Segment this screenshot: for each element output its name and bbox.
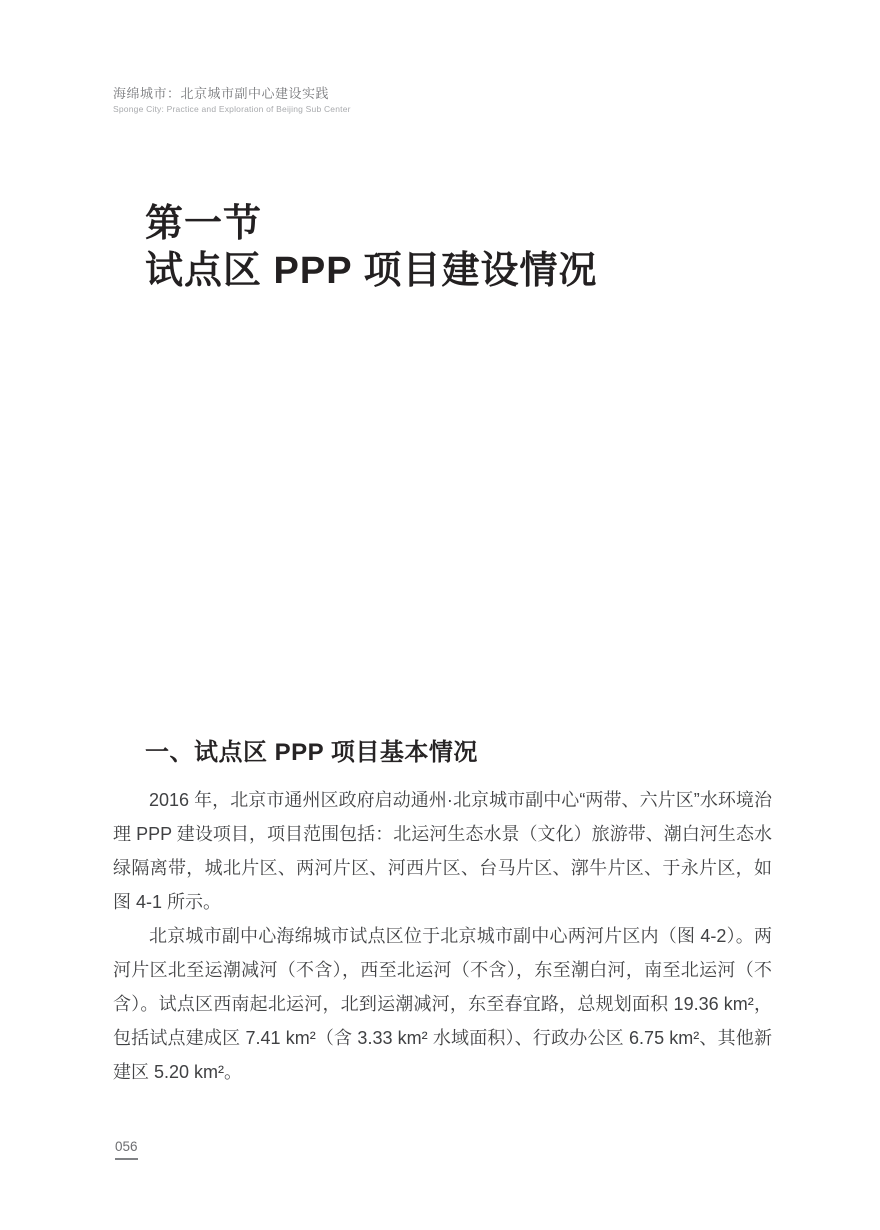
book-title-chinese: 海绵城市：北京城市副中心建设实践: [113, 86, 330, 101]
chapter-title: [145, 201, 597, 295]
paragraph-pilot-area: 北京城市副中心海绵城市试点区位于北京城市副中心两河片区内（图 4-2）。两河片区北至运潮减河（不含），西至北运河（不含），东至潮白河，南至北运河（不含）。试点区西南起北运河，北到运潮减河，东至春宜路，总规划面积 19.36 km²，包括试点建成区 7.41 km²（含 3.33 km² 水域面积）、行政办公区 6.75 km²、其他新建区 5.20 km²。: [113, 926, 772, 1082]
chapter-number: 第一节: [145, 203, 263, 245]
page-number: 056: [115, 1139, 138, 1160]
book-title-english: Sponge City: Practice and Exploration of Beijing Sub Center: [113, 104, 351, 114]
body-text: [113, 783, 772, 1089]
paragraph-project-launch: 2016 年，北京市通州区政府启动通州·北京城市副中心“两带、六片区”水环境治理 PPP 建设项目，项目范围包括：北运河生态水景（文化）旅游带、潮白河生态水绿隔离带，城北片区、两河片区、河西片区、台马片区、漷牛片区、于永片区，如图 4-1 所示。: [113, 790, 772, 912]
chapter-name: 试点区 PPP 项目建设情况: [145, 250, 598, 292]
section-heading: 一、试点区 PPP 项目基本情况: [145, 739, 478, 766]
running-header: [113, 86, 351, 115]
